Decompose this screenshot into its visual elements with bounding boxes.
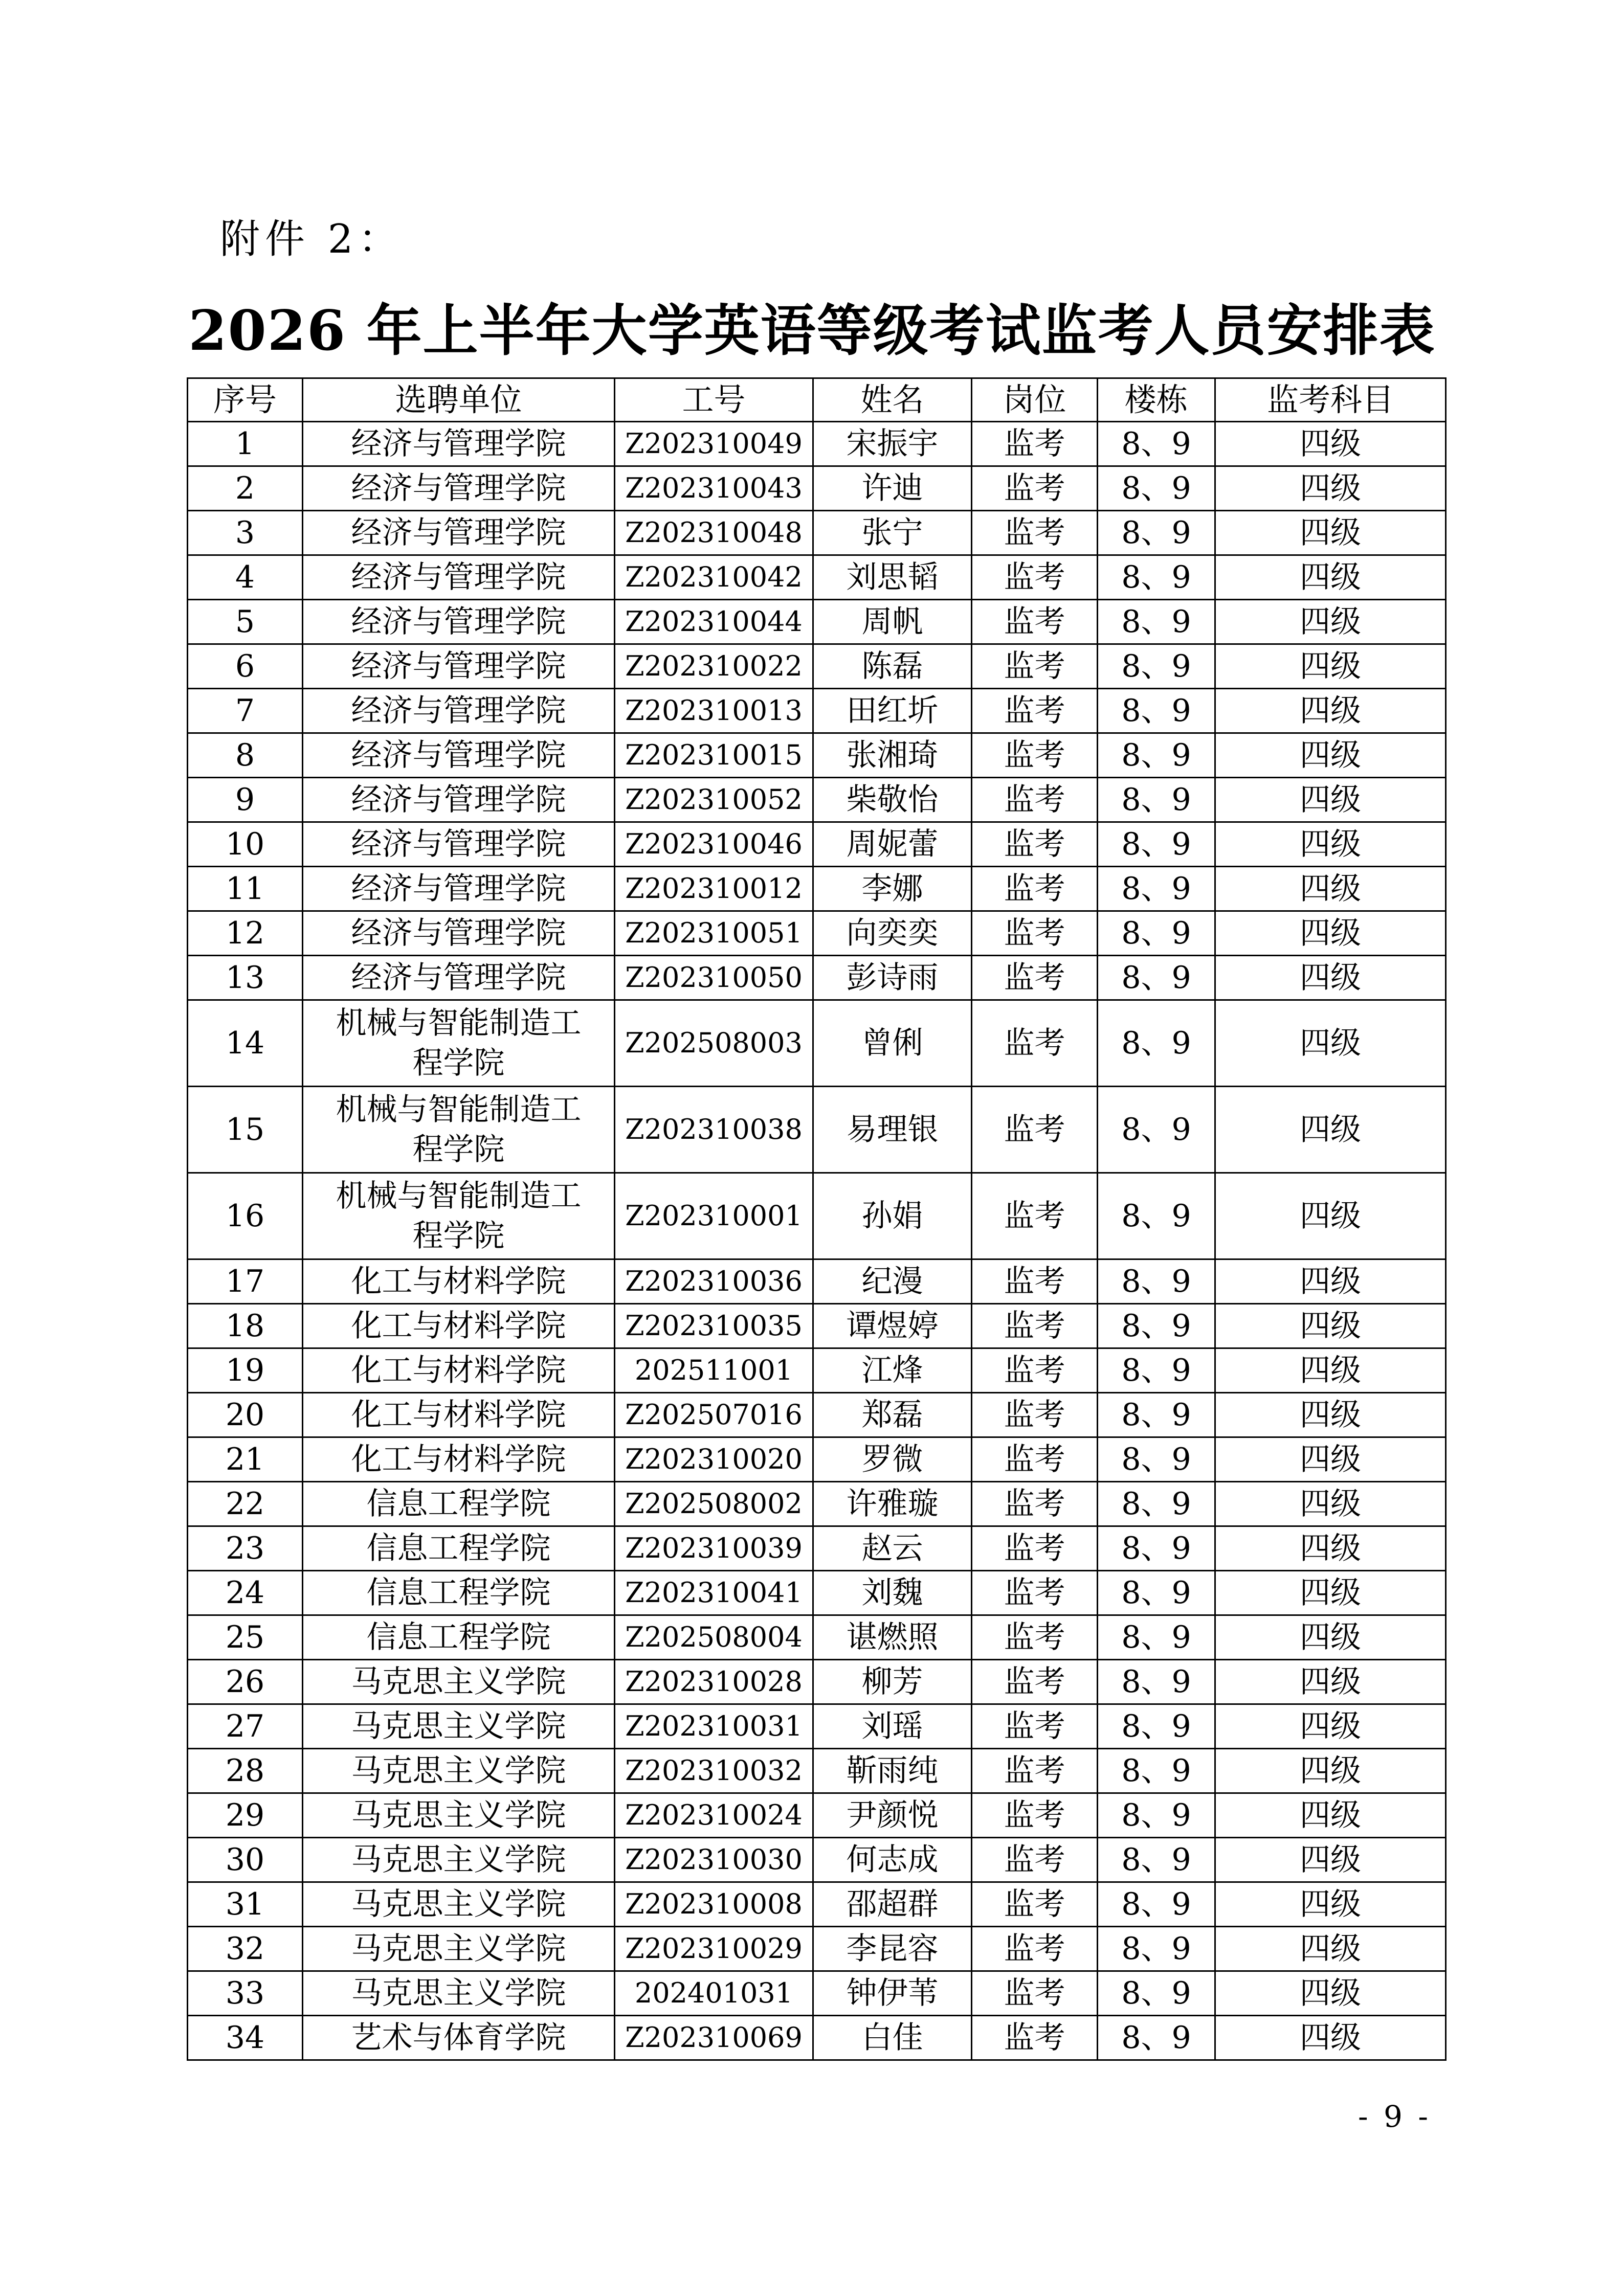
row-building: 8、9 xyxy=(1098,1927,1215,1971)
table-row xyxy=(188,555,1446,600)
row-staff-id: Z202310030 xyxy=(615,1838,813,1882)
header-unit: 选聘单位 xyxy=(303,378,615,422)
row-index: 17 xyxy=(188,1259,303,1304)
row-unit: 马克思主义学院 xyxy=(303,1793,615,1838)
row-name: 田红圻 xyxy=(813,689,972,733)
row-unit: 艺术与体育学院 xyxy=(303,2016,615,2060)
row-building: 8、9 xyxy=(1098,1304,1215,1348)
row-post: 监考 xyxy=(972,600,1098,644)
row-index: 31 xyxy=(188,1882,303,1927)
row-post: 监考 xyxy=(972,1526,1098,1571)
row-index: 20 xyxy=(188,1393,303,1437)
row-staff-id: Z202310038 xyxy=(615,1087,813,1173)
row-subject: 四级 xyxy=(1215,1660,1446,1704)
row-unit: 经济与管理学院 xyxy=(303,466,615,511)
table-header-row xyxy=(188,378,1446,422)
row-unit: 经济与管理学院 xyxy=(303,555,615,600)
row-subject: 四级 xyxy=(1215,689,1446,733)
row-post: 监考 xyxy=(972,1173,1098,1259)
row-building: 8、9 xyxy=(1098,1000,1215,1087)
row-building: 8、9 xyxy=(1098,1571,1215,1615)
row-index: 14 xyxy=(188,1000,303,1087)
row-post: 监考 xyxy=(972,1437,1098,1482)
row-building: 8、9 xyxy=(1098,733,1215,778)
row-index: 33 xyxy=(188,1971,303,2016)
row-staff-id: Z202508002 xyxy=(615,1482,813,1526)
row-building: 8、9 xyxy=(1098,511,1215,555)
row-unit: 机械与智能制造工程学院 xyxy=(303,1087,615,1173)
row-index: 7 xyxy=(188,689,303,733)
row-building: 8、9 xyxy=(1098,1971,1215,2016)
row-building: 8、9 xyxy=(1098,1348,1215,1393)
row-unit: 经济与管理学院 xyxy=(303,778,615,822)
header-subject: 监考科目 xyxy=(1215,378,1446,422)
row-unit: 经济与管理学院 xyxy=(303,956,615,1000)
row-index: 24 xyxy=(188,1571,303,1615)
row-subject: 四级 xyxy=(1215,822,1446,867)
row-post: 监考 xyxy=(972,1660,1098,1704)
row-index: 16 xyxy=(188,1173,303,1259)
row-name: 郑磊 xyxy=(813,1393,972,1437)
row-post: 监考 xyxy=(972,2016,1098,2060)
row-subject: 四级 xyxy=(1215,1838,1446,1882)
row-building: 8、9 xyxy=(1098,822,1215,867)
header-index: 序号 xyxy=(188,378,303,422)
row-subject: 四级 xyxy=(1215,1304,1446,1348)
row-post: 监考 xyxy=(972,1571,1098,1615)
row-unit: 马克思主义学院 xyxy=(303,1704,615,1749)
row-staff-id: Z202310024 xyxy=(615,1793,813,1838)
row-name: 曾俐 xyxy=(813,1000,972,1087)
row-staff-id: Z202507016 xyxy=(615,1393,813,1437)
table-row xyxy=(188,1393,1446,1437)
row-subject: 四级 xyxy=(1215,956,1446,1000)
row-building: 8、9 xyxy=(1098,1793,1215,1838)
row-name: 纪漫 xyxy=(813,1259,972,1304)
row-post: 监考 xyxy=(972,555,1098,600)
row-unit: 信息工程学院 xyxy=(303,1615,615,1660)
row-subject: 四级 xyxy=(1215,1259,1446,1304)
table-row xyxy=(188,1482,1446,1526)
row-staff-id: 202401031 xyxy=(615,1971,813,2016)
row-subject: 四级 xyxy=(1215,867,1446,911)
row-unit: 化工与材料学院 xyxy=(303,1259,615,1304)
row-index: 29 xyxy=(188,1793,303,1838)
row-index: 13 xyxy=(188,956,303,1000)
row-index: 18 xyxy=(188,1304,303,1348)
table-row xyxy=(188,1971,1446,2016)
table-row xyxy=(188,1526,1446,1571)
row-subject: 四级 xyxy=(1215,1615,1446,1660)
row-staff-id: Z202310028 xyxy=(615,1660,813,1704)
row-name: 谭煜婷 xyxy=(813,1304,972,1348)
row-subject: 四级 xyxy=(1215,1526,1446,1571)
row-post: 监考 xyxy=(972,778,1098,822)
row-building: 8、9 xyxy=(1098,911,1215,956)
row-staff-id: Z202310001 xyxy=(615,1173,813,1259)
row-subject: 四级 xyxy=(1215,1927,1446,1971)
row-subject: 四级 xyxy=(1215,511,1446,555)
row-subject: 四级 xyxy=(1215,600,1446,644)
table-row xyxy=(188,1000,1446,1087)
row-subject: 四级 xyxy=(1215,1000,1446,1087)
row-subject: 四级 xyxy=(1215,2016,1446,2060)
row-name: 李昆容 xyxy=(813,1927,972,1971)
row-unit: 经济与管理学院 xyxy=(303,644,615,689)
row-post: 监考 xyxy=(972,911,1098,956)
row-name: 白佳 xyxy=(813,2016,972,2060)
row-building: 8、9 xyxy=(1098,2016,1215,2060)
row-name: 靳雨纯 xyxy=(813,1749,972,1793)
row-name: 江烽 xyxy=(813,1348,972,1393)
row-index: 27 xyxy=(188,1704,303,1749)
row-index: 15 xyxy=(188,1087,303,1173)
row-index: 19 xyxy=(188,1348,303,1393)
row-staff-id: Z202310042 xyxy=(615,555,813,600)
table-row xyxy=(188,1304,1446,1348)
row-name: 张湘琦 xyxy=(813,733,972,778)
row-building: 8、9 xyxy=(1098,1882,1215,1927)
row-name: 刘瑶 xyxy=(813,1704,972,1749)
row-post: 监考 xyxy=(972,1348,1098,1393)
row-staff-id: Z202310013 xyxy=(615,689,813,733)
row-name: 陈磊 xyxy=(813,644,972,689)
row-staff-id: Z202310049 xyxy=(615,422,813,466)
row-subject: 四级 xyxy=(1215,1087,1446,1173)
row-building: 8、9 xyxy=(1098,1615,1215,1660)
table-row xyxy=(188,466,1446,511)
table-row xyxy=(188,1087,1446,1173)
row-building: 8、9 xyxy=(1098,956,1215,1000)
row-unit: 机械与智能制造工程学院 xyxy=(303,1000,615,1087)
row-building: 8、9 xyxy=(1098,867,1215,911)
row-subject: 四级 xyxy=(1215,1173,1446,1259)
row-building: 8、9 xyxy=(1098,422,1215,466)
row-post: 监考 xyxy=(972,644,1098,689)
row-name: 何志成 xyxy=(813,1838,972,1882)
row-unit: 信息工程学院 xyxy=(303,1571,615,1615)
row-name: 向奕奕 xyxy=(813,911,972,956)
row-building: 8、9 xyxy=(1098,555,1215,600)
table-row xyxy=(188,733,1446,778)
row-unit: 经济与管理学院 xyxy=(303,689,615,733)
row-index: 34 xyxy=(188,2016,303,2060)
row-unit: 信息工程学院 xyxy=(303,1526,615,1571)
row-post: 监考 xyxy=(972,1482,1098,1526)
row-index: 30 xyxy=(188,1838,303,1882)
row-staff-id: Z202310035 xyxy=(615,1304,813,1348)
row-index: 22 xyxy=(188,1482,303,1526)
row-index: 5 xyxy=(188,600,303,644)
row-post: 监考 xyxy=(972,956,1098,1000)
row-index: 26 xyxy=(188,1660,303,1704)
row-name: 钟伊苇 xyxy=(813,1971,972,2016)
row-name: 柴敬怡 xyxy=(813,778,972,822)
row-unit: 机械与智能制造工程学院 xyxy=(303,1173,615,1259)
header-post: 岗位 xyxy=(972,378,1098,422)
table-row xyxy=(188,822,1446,867)
row-unit: 马克思主义学院 xyxy=(303,1927,615,1971)
row-building: 8、9 xyxy=(1098,1173,1215,1259)
row-post: 监考 xyxy=(972,867,1098,911)
row-index: 3 xyxy=(188,511,303,555)
row-post: 监考 xyxy=(972,1882,1098,1927)
table-row xyxy=(188,1838,1446,1882)
row-building: 8、9 xyxy=(1098,689,1215,733)
row-subject: 四级 xyxy=(1215,1704,1446,1749)
table-row xyxy=(188,422,1446,466)
row-subject: 四级 xyxy=(1215,555,1446,600)
row-name: 邵超群 xyxy=(813,1882,972,1927)
row-post: 监考 xyxy=(972,1087,1098,1173)
row-unit: 化工与材料学院 xyxy=(303,1348,615,1393)
row-unit: 化工与材料学院 xyxy=(303,1437,615,1482)
row-building: 8、9 xyxy=(1098,1838,1215,1882)
row-index: 8 xyxy=(188,733,303,778)
table-row xyxy=(188,1437,1446,1482)
row-name: 柳芳 xyxy=(813,1660,972,1704)
table-row xyxy=(188,1259,1446,1304)
table-row xyxy=(188,1173,1446,1259)
table-row xyxy=(188,778,1446,822)
row-index: 32 xyxy=(188,1927,303,1971)
row-index: 10 xyxy=(188,822,303,867)
row-building: 8、9 xyxy=(1098,600,1215,644)
row-index: 4 xyxy=(188,555,303,600)
row-post: 监考 xyxy=(972,1927,1098,1971)
row-subject: 四级 xyxy=(1215,422,1446,466)
row-staff-id: Z202310020 xyxy=(615,1437,813,1482)
row-subject: 四级 xyxy=(1215,1793,1446,1838)
row-post: 监考 xyxy=(972,1749,1098,1793)
row-subject: 四级 xyxy=(1215,733,1446,778)
table-row xyxy=(188,1882,1446,1927)
row-building: 8、9 xyxy=(1098,1526,1215,1571)
row-building: 8、9 xyxy=(1098,1259,1215,1304)
row-subject: 四级 xyxy=(1215,1393,1446,1437)
row-post: 监考 xyxy=(972,466,1098,511)
row-index: 23 xyxy=(188,1526,303,1571)
row-index: 11 xyxy=(188,867,303,911)
table-row xyxy=(188,511,1446,555)
proctor-schedule-table xyxy=(187,377,1447,2061)
row-unit: 信息工程学院 xyxy=(303,1482,615,1526)
row-post: 监考 xyxy=(972,1615,1098,1660)
row-post: 监考 xyxy=(972,733,1098,778)
row-unit: 经济与管理学院 xyxy=(303,511,615,555)
table-row xyxy=(188,2016,1446,2060)
row-subject: 四级 xyxy=(1215,778,1446,822)
row-building: 8、9 xyxy=(1098,1749,1215,1793)
row-index: 2 xyxy=(188,466,303,511)
row-post: 监考 xyxy=(972,1000,1098,1087)
table-row xyxy=(188,1793,1446,1838)
table-row xyxy=(188,1660,1446,1704)
row-building: 8、9 xyxy=(1098,466,1215,511)
row-post: 监考 xyxy=(972,422,1098,466)
row-post: 监考 xyxy=(972,1304,1098,1348)
row-staff-id: Z202310012 xyxy=(615,867,813,911)
row-building: 8、9 xyxy=(1098,1660,1215,1704)
row-post: 监考 xyxy=(972,689,1098,733)
row-post: 监考 xyxy=(972,1793,1098,1838)
row-subject: 四级 xyxy=(1215,1971,1446,2016)
row-subject: 四级 xyxy=(1215,1482,1446,1526)
header-building: 楼栋 xyxy=(1098,378,1215,422)
row-staff-id: Z202310048 xyxy=(615,511,813,555)
row-post: 监考 xyxy=(972,1704,1098,1749)
row-staff-id: Z202310008 xyxy=(615,1882,813,1927)
row-index: 12 xyxy=(188,911,303,956)
row-unit: 马克思主义学院 xyxy=(303,1971,615,2016)
row-subject: 四级 xyxy=(1215,911,1446,956)
row-staff-id: Z202310039 xyxy=(615,1526,813,1571)
row-unit: 经济与管理学院 xyxy=(303,867,615,911)
row-post: 监考 xyxy=(972,1259,1098,1304)
table-row xyxy=(188,1927,1446,1971)
row-staff-id: Z202508003 xyxy=(615,1000,813,1087)
table-row xyxy=(188,1615,1446,1660)
row-building: 8、9 xyxy=(1098,1393,1215,1437)
table-row xyxy=(188,1348,1446,1393)
row-name: 孙娟 xyxy=(813,1173,972,1259)
row-building: 8、9 xyxy=(1098,1087,1215,1173)
row-name: 刘思韬 xyxy=(813,555,972,600)
row-building: 8、9 xyxy=(1098,1704,1215,1749)
row-staff-id: Z202310022 xyxy=(615,644,813,689)
row-subject: 四级 xyxy=(1215,1749,1446,1793)
row-unit: 化工与材料学院 xyxy=(303,1393,615,1437)
table-body xyxy=(188,422,1446,2060)
document-title: 2026 年上半年大学英语等级考试监考人员安排表 xyxy=(188,299,1436,363)
row-staff-id: Z202310069 xyxy=(615,2016,813,2060)
attachment-label: 附件 2： xyxy=(220,216,404,262)
row-index: 9 xyxy=(188,778,303,822)
row-name: 李娜 xyxy=(813,867,972,911)
row-unit: 经济与管理学院 xyxy=(303,911,615,956)
row-name: 许雅璇 xyxy=(813,1482,972,1526)
row-post: 监考 xyxy=(972,1393,1098,1437)
row-subject: 四级 xyxy=(1215,1882,1446,1927)
row-staff-id: Z202310043 xyxy=(615,466,813,511)
row-unit: 经济与管理学院 xyxy=(303,600,615,644)
row-name: 刘魏 xyxy=(813,1571,972,1615)
row-index: 25 xyxy=(188,1615,303,1660)
row-staff-id: Z202310036 xyxy=(615,1259,813,1304)
row-staff-id: Z202310044 xyxy=(615,600,813,644)
table-row xyxy=(188,911,1446,956)
row-unit: 经济与管理学院 xyxy=(303,422,615,466)
row-name: 赵云 xyxy=(813,1526,972,1571)
row-name: 易理银 xyxy=(813,1087,972,1173)
row-staff-id: Z202310031 xyxy=(615,1704,813,1749)
row-name: 周帆 xyxy=(813,600,972,644)
row-staff-id: Z202310052 xyxy=(615,778,813,822)
row-name: 张宁 xyxy=(813,511,972,555)
row-subject: 四级 xyxy=(1215,1348,1446,1393)
row-name: 宋振宇 xyxy=(813,422,972,466)
table-row xyxy=(188,689,1446,733)
row-index: 1 xyxy=(188,422,303,466)
row-staff-id: Z202310050 xyxy=(615,956,813,1000)
row-name: 许迪 xyxy=(813,466,972,511)
row-unit: 马克思主义学院 xyxy=(303,1838,615,1882)
row-staff-id: Z202310051 xyxy=(615,911,813,956)
row-index: 28 xyxy=(188,1749,303,1793)
row-staff-id: 202511001 xyxy=(615,1348,813,1393)
row-name: 周妮蕾 xyxy=(813,822,972,867)
row-unit: 马克思主义学院 xyxy=(303,1749,615,1793)
table-row xyxy=(188,956,1446,1000)
row-building: 8、9 xyxy=(1098,644,1215,689)
page-number: - 9 - xyxy=(1358,2099,1431,2134)
row-staff-id: Z202310041 xyxy=(615,1571,813,1615)
row-building: 8、9 xyxy=(1098,1482,1215,1526)
row-subject: 四级 xyxy=(1215,1571,1446,1615)
row-unit: 化工与材料学院 xyxy=(303,1304,615,1348)
row-subject: 四级 xyxy=(1215,1437,1446,1482)
row-post: 监考 xyxy=(972,1838,1098,1882)
row-post: 监考 xyxy=(972,822,1098,867)
row-name: 彭诗雨 xyxy=(813,956,972,1000)
row-post: 监考 xyxy=(972,1971,1098,2016)
row-subject: 四级 xyxy=(1215,644,1446,689)
table-row xyxy=(188,1704,1446,1749)
row-unit: 马克思主义学院 xyxy=(303,1882,615,1927)
row-name: 尹颜悦 xyxy=(813,1793,972,1838)
row-name: 谌燃照 xyxy=(813,1615,972,1660)
row-index: 21 xyxy=(188,1437,303,1482)
row-staff-id: Z202310015 xyxy=(615,733,813,778)
row-name: 罗微 xyxy=(813,1437,972,1482)
table-row xyxy=(188,867,1446,911)
row-building: 8、9 xyxy=(1098,1437,1215,1482)
row-unit: 经济与管理学院 xyxy=(303,733,615,778)
row-unit: 马克思主义学院 xyxy=(303,1660,615,1704)
row-staff-id: Z202310046 xyxy=(615,822,813,867)
header-name: 姓名 xyxy=(813,378,972,422)
table-row xyxy=(188,644,1446,689)
row-staff-id: Z202508004 xyxy=(615,1615,813,1660)
table-row xyxy=(188,1571,1446,1615)
header-staff-id: 工号 xyxy=(615,378,813,422)
row-post: 监考 xyxy=(972,511,1098,555)
row-building: 8、9 xyxy=(1098,778,1215,822)
row-subject: 四级 xyxy=(1215,466,1446,511)
row-unit: 经济与管理学院 xyxy=(303,822,615,867)
table-row xyxy=(188,1749,1446,1793)
row-index: 6 xyxy=(188,644,303,689)
table-row xyxy=(188,600,1446,644)
row-staff-id: Z202310032 xyxy=(615,1749,813,1793)
row-staff-id: Z202310029 xyxy=(615,1927,813,1971)
